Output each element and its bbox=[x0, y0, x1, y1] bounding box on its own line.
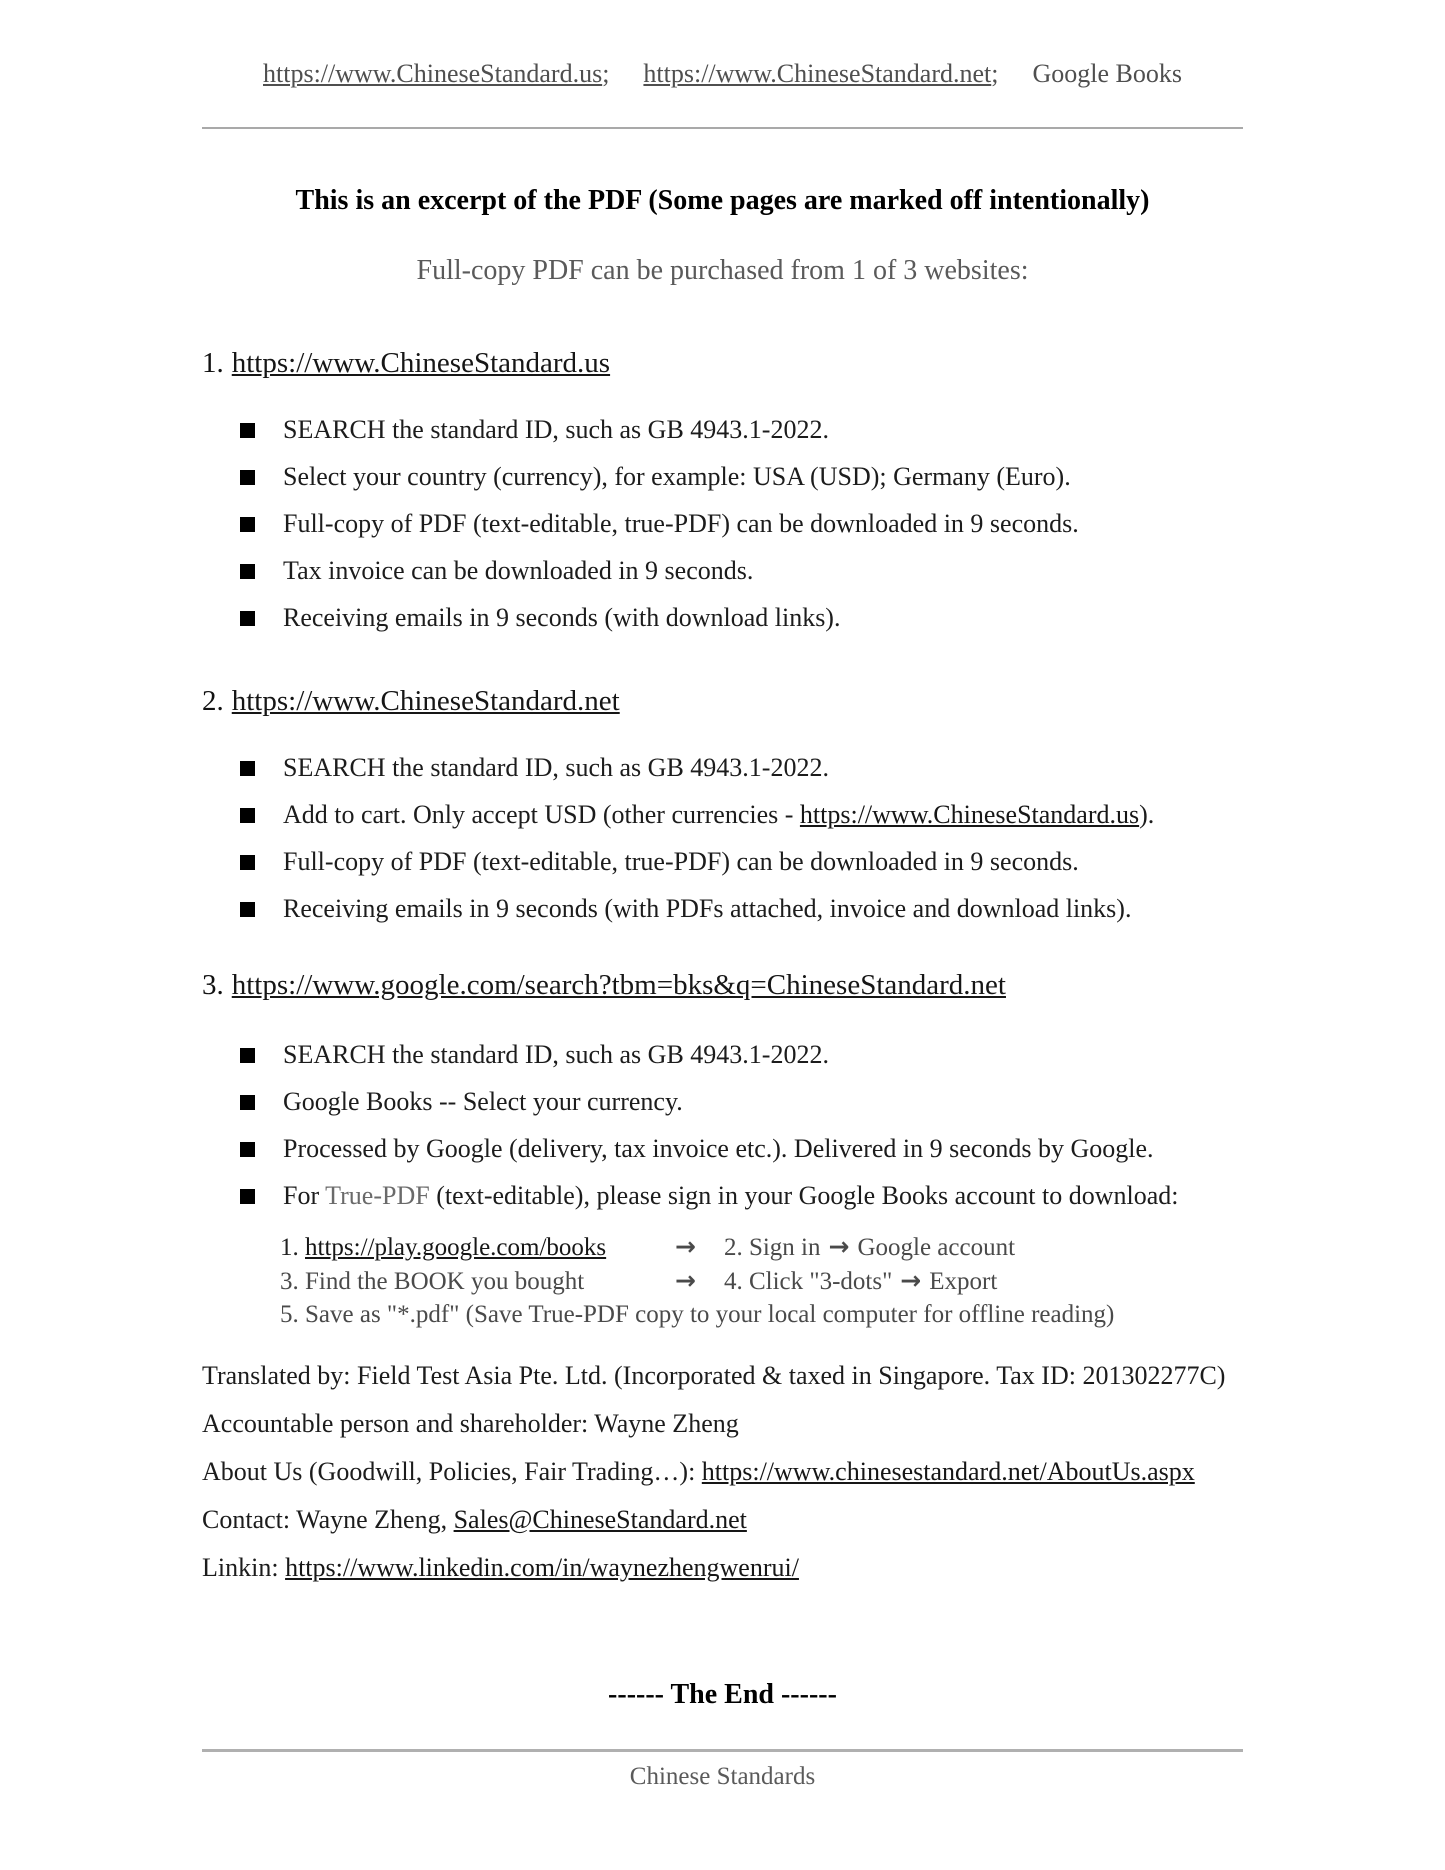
linkedin-line bbox=[202, 1555, 1243, 1581]
section-2-heading bbox=[202, 687, 1243, 716]
step-row-2 bbox=[280, 1264, 1243, 1298]
header-divider bbox=[202, 127, 1243, 129]
the-end-marker: ------ The End ------ bbox=[608, 1679, 837, 1710]
sales-email-link[interactable]: Sales@ChineseStandard.net bbox=[453, 1505, 747, 1534]
step-1-number: 1. bbox=[280, 1234, 305, 1261]
list-item bbox=[202, 558, 1243, 584]
header-separator: ; bbox=[991, 59, 999, 88]
bullet-text: Full-copy of PDF (text-editable, true-PDF) can be downloaded in 9 seconds. bbox=[283, 509, 1079, 538]
page-subtitle: Full-copy PDF can be purchased from 1 of 3 websites: bbox=[416, 255, 1029, 286]
section-1-link[interactable]: https://www.ChineseStandard.us bbox=[231, 347, 611, 379]
step-1 bbox=[280, 1231, 675, 1265]
right-arrow-icon: → bbox=[675, 1232, 696, 1261]
header-separator: ; bbox=[602, 59, 610, 88]
bullet-text: Processed by Google (delivery, tax invoice etc.). Delivered in 9 seconds by Google. bbox=[283, 1134, 1154, 1163]
bullet-text: Add to cart. Only accept USD (other currencies - bbox=[283, 800, 800, 829]
square-bullet-icon bbox=[240, 1095, 255, 1110]
list-item bbox=[202, 511, 1243, 537]
square-bullet-icon bbox=[240, 855, 255, 870]
page-title: This is an excerpt of the PDF (Some pages are marked off intentionally) bbox=[295, 185, 1150, 216]
list-item bbox=[202, 802, 1243, 828]
list-item bbox=[202, 1089, 1243, 1115]
about-us-line bbox=[202, 1459, 1243, 1485]
list-item bbox=[202, 1136, 1243, 1162]
square-bullet-icon bbox=[240, 1048, 255, 1063]
list-item bbox=[202, 605, 1243, 631]
translated-by-line: Translated by: Field Test Asia Pte. Ltd. (Incorporated & taxed in Singapore. Tax ID: 201302277C) bbox=[202, 1361, 1226, 1390]
step-5: 5. Save as "*.pdf" (Save True-PDF copy to your local computer for offline reading) bbox=[280, 1301, 1115, 1328]
step-3-text: 3. Find the BOOK you bought bbox=[280, 1268, 585, 1295]
bullet-text: Full-copy of PDF (text-editable, true-PDF) can be downloaded in 9 seconds. bbox=[283, 847, 1079, 876]
list-item bbox=[202, 464, 1243, 490]
section-3-number: 3. bbox=[202, 969, 224, 1001]
square-bullet-icon bbox=[240, 470, 255, 485]
about-us-link[interactable]: https://www.chinesestandard.net/AboutUs.aspx bbox=[701, 1457, 1195, 1486]
section-3-heading bbox=[202, 971, 1243, 1000]
bullet-text: Receiving emails in 9 seconds (with PDFs attached, invoice and download links). bbox=[283, 894, 1132, 923]
header-link-chinesestandard-us[interactable]: https://www.ChineseStandard.us bbox=[263, 59, 603, 88]
linkedin-link[interactable]: https://www.linkedin.com/in/waynezhengwenrui/ bbox=[285, 1553, 799, 1582]
bullet-text: Google Books -- Select your currency. bbox=[283, 1087, 683, 1116]
section-1-heading bbox=[202, 349, 1243, 378]
google-books-steps bbox=[280, 1230, 1243, 1332]
section-3-link[interactable]: https://www.google.com/search?tbm=bks&q=ChineseStandard.net bbox=[231, 969, 1006, 1001]
bullet-text: ). bbox=[1139, 800, 1155, 829]
square-bullet-icon bbox=[240, 517, 255, 532]
bullet-text: SEARCH the standard ID, such as GB 4943.1-2022. bbox=[283, 753, 829, 782]
list-item bbox=[202, 1183, 1243, 1209]
inline-link-chinesestandard-us[interactable]: https://www.ChineseStandard.us bbox=[799, 800, 1140, 829]
square-bullet-icon bbox=[240, 1142, 255, 1157]
square-bullet-icon bbox=[240, 902, 255, 917]
section-2-link[interactable]: https://www.ChineseStandard.net bbox=[231, 685, 620, 717]
step-2-target: Google account bbox=[857, 1234, 1016, 1261]
play-google-books-link[interactable]: https://play.google.com/books bbox=[305, 1234, 607, 1261]
step-4-target: Export bbox=[929, 1268, 998, 1295]
list-item bbox=[202, 417, 1243, 443]
true-pdf-label: True-PDF bbox=[325, 1181, 430, 1210]
square-bullet-icon bbox=[240, 423, 255, 438]
about-us-label: About Us (Goodwill, Policies, Fair Trading…): bbox=[202, 1457, 702, 1486]
step-2: 2. Sign in bbox=[723, 1234, 821, 1261]
square-bullet-icon bbox=[240, 808, 255, 823]
bullet-text: (text-editable), please sign in your Google Books account to download: bbox=[429, 1181, 1179, 1210]
list-item bbox=[202, 849, 1243, 875]
contact-line bbox=[202, 1507, 1243, 1533]
header-google-books-label: Google Books bbox=[1032, 59, 1182, 88]
header-link-chinesestandard-net[interactable]: https://www.ChineseStandard.net bbox=[643, 59, 992, 88]
square-bullet-icon bbox=[240, 1189, 255, 1204]
bullet-text: For bbox=[283, 1181, 326, 1210]
step-4: 4. Click "3-dots" bbox=[723, 1268, 893, 1295]
bullet-text: Tax invoice can be downloaded in 9 seconds. bbox=[283, 556, 754, 585]
step-row-1 bbox=[280, 1230, 1243, 1264]
square-bullet-icon bbox=[240, 761, 255, 776]
list-item bbox=[202, 896, 1243, 922]
square-bullet-icon bbox=[240, 611, 255, 626]
bullet-text: Select your country (currency), for example: USA (USD); Germany (Euro). bbox=[283, 462, 1071, 491]
linkedin-label: Linkin: bbox=[202, 1553, 286, 1582]
page-footer-label: Chinese Standards bbox=[629, 1763, 816, 1790]
page-header bbox=[202, 0, 1243, 89]
step-3 bbox=[280, 1265, 675, 1299]
bullet-text: SEARCH the standard ID, such as GB 4943.1-2022. bbox=[283, 1040, 829, 1069]
square-bullet-icon bbox=[240, 564, 255, 579]
list-item bbox=[202, 755, 1243, 781]
list-item bbox=[202, 1042, 1243, 1068]
bullet-text: Receiving emails in 9 seconds (with download links). bbox=[283, 603, 841, 632]
bullet-text: SEARCH the standard ID, such as GB 4943.1-2022. bbox=[283, 415, 829, 444]
contact-label: Contact: Wayne Zheng, bbox=[202, 1505, 454, 1534]
accountable-person-line: Accountable person and shareholder: Wayne Zheng bbox=[202, 1409, 739, 1438]
footer-divider bbox=[202, 1749, 1243, 1752]
right-arrow-icon: → bbox=[828, 1232, 850, 1261]
right-arrow-icon: → bbox=[900, 1266, 922, 1295]
right-arrow-icon: → bbox=[675, 1266, 696, 1295]
section-1-number: 1. bbox=[202, 347, 224, 379]
section-2-number: 2. bbox=[202, 685, 224, 717]
step-row-3 bbox=[280, 1298, 1243, 1332]
